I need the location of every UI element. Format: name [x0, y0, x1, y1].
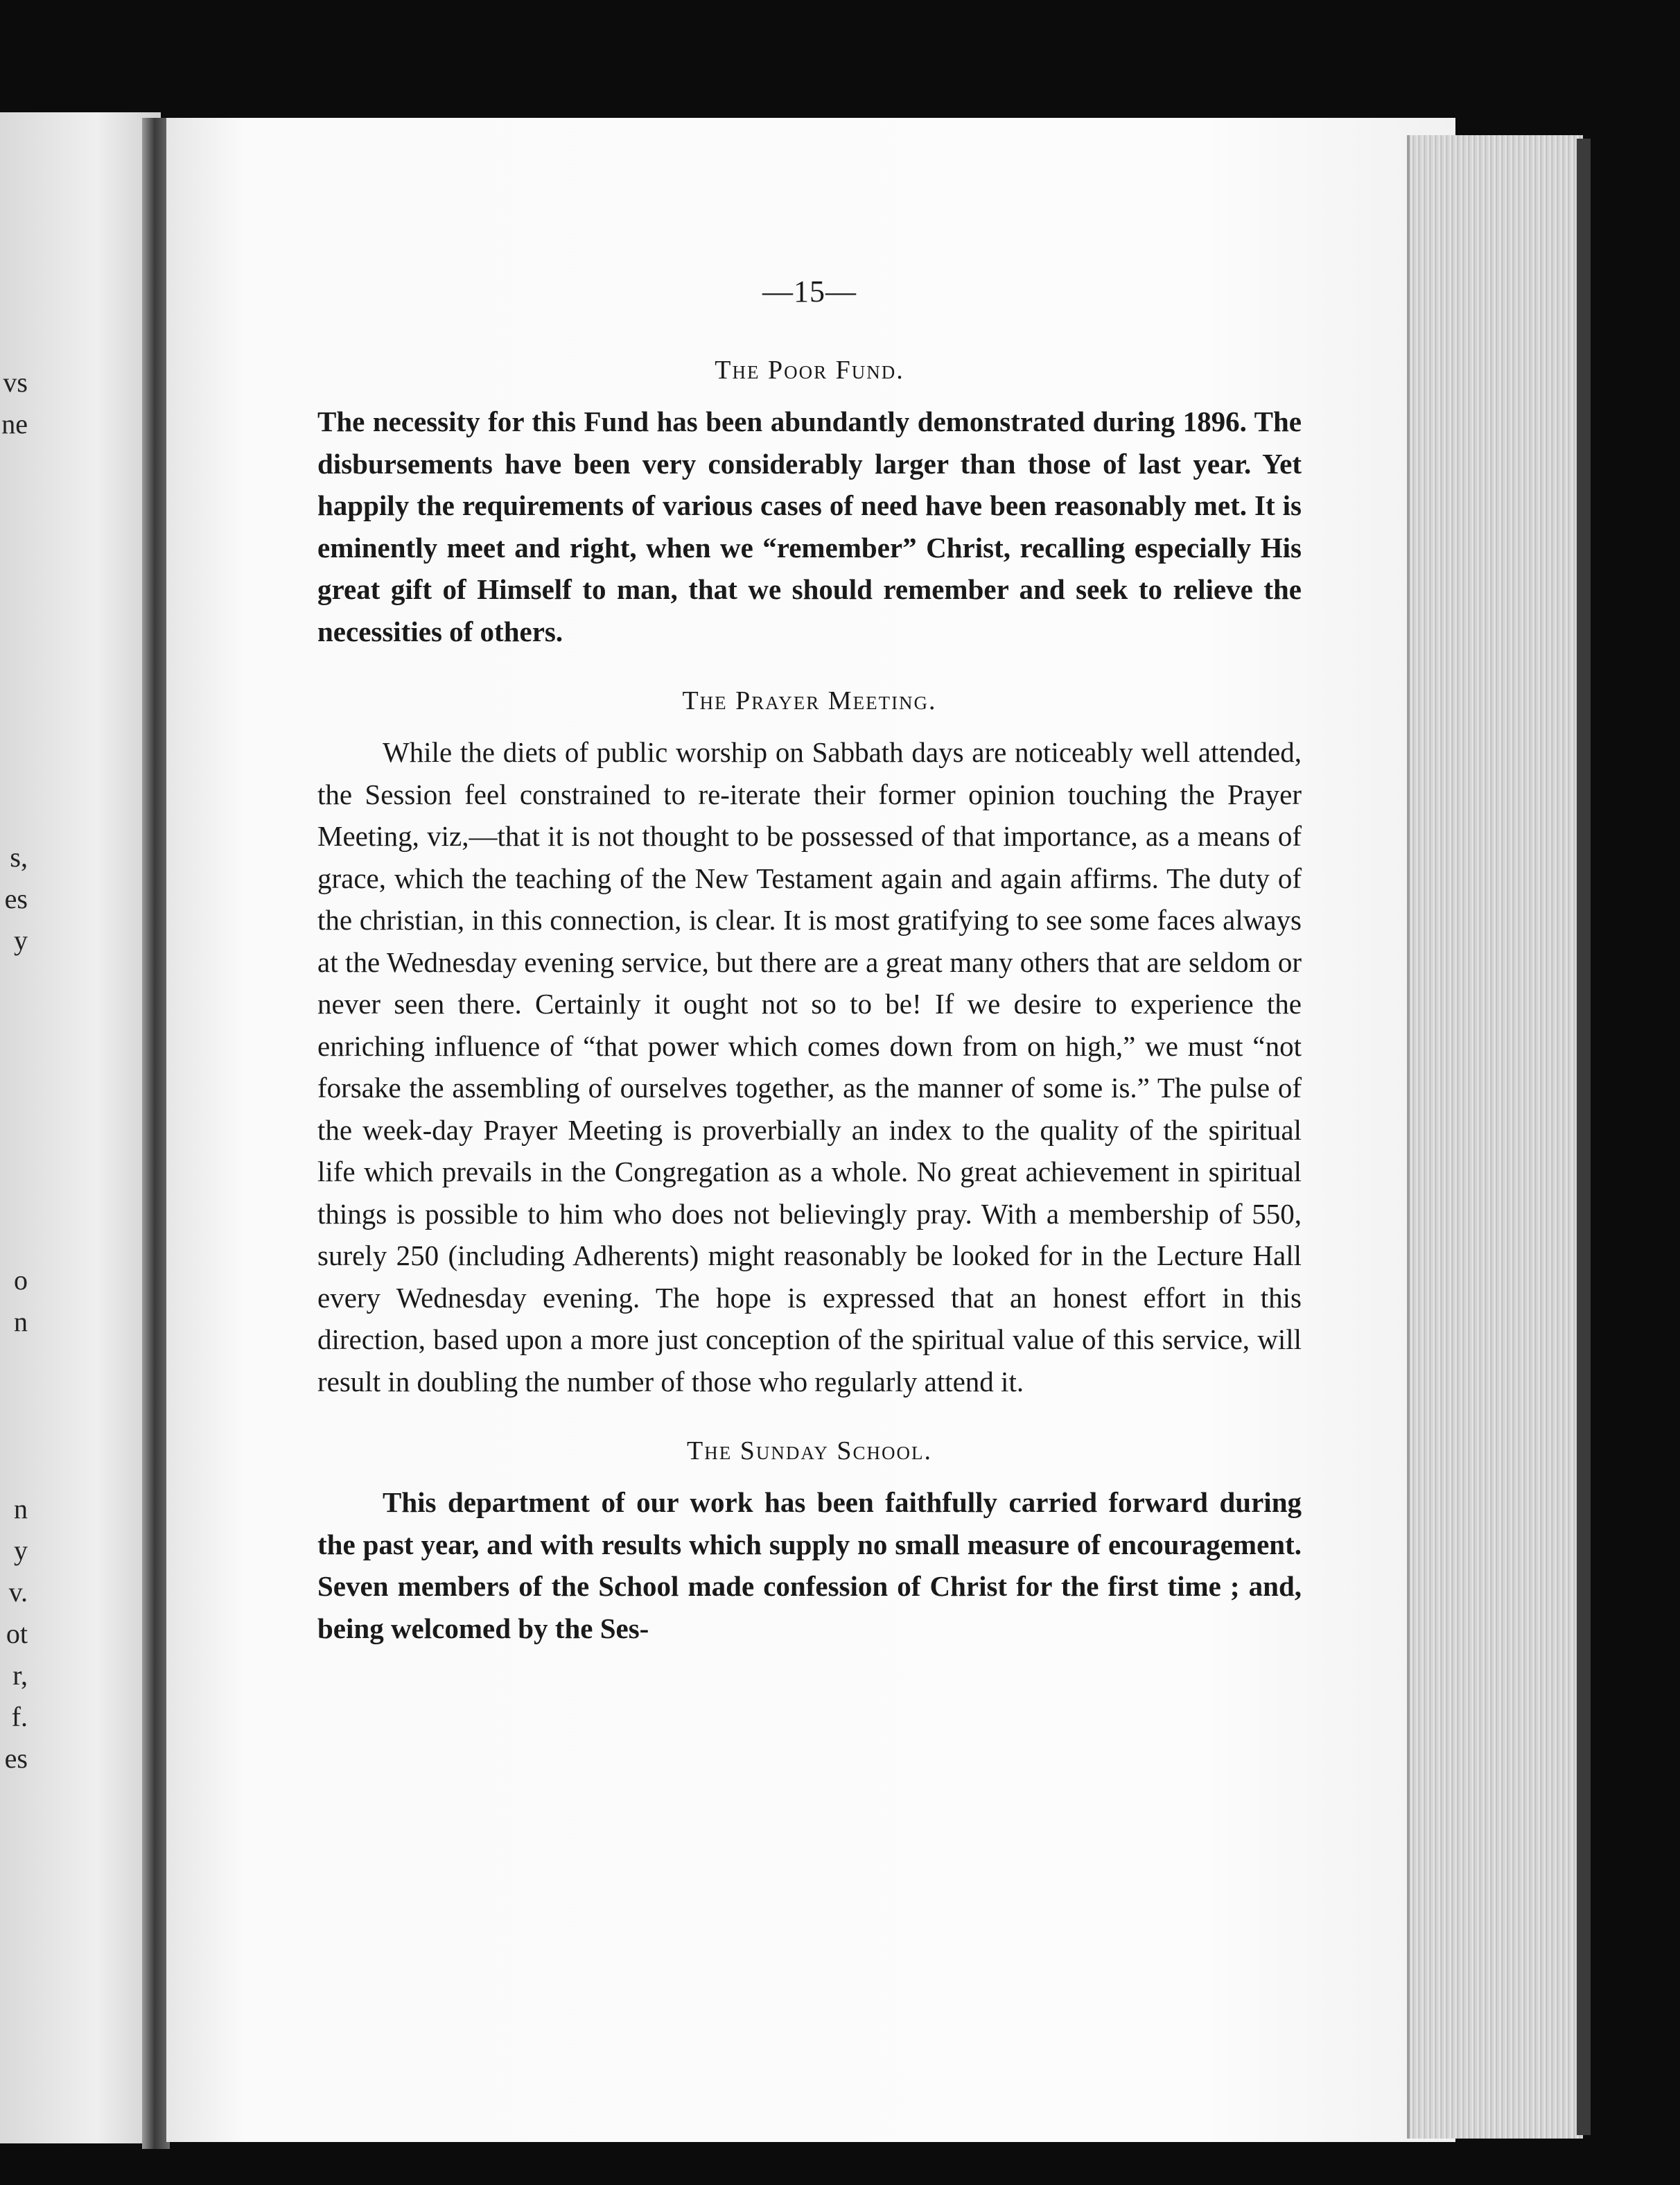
left-page-text-fragments [0, 112, 161, 2143]
left-fragment: r, [12, 1660, 28, 1691]
left-fragment: v. [8, 1576, 28, 1608]
left-fragment: n [14, 1493, 28, 1524]
left-fragment: y [14, 925, 28, 956]
left-fragment: f. [11, 1701, 28, 1732]
left-fragment: y [14, 1535, 28, 1566]
book-gutter [142, 118, 170, 2149]
left-fragment: s, [10, 842, 28, 873]
left-fragment: vs [3, 367, 28, 398]
left-fragment: es [4, 883, 28, 914]
left-fragment: es [4, 1743, 28, 1774]
page-edges [1407, 135, 1583, 2139]
left-fragment: o [14, 1264, 28, 1296]
left-page [0, 112, 161, 2143]
left-fragment: ot [6, 1618, 28, 1649]
left-fragment: ne [1, 408, 28, 439]
section-heading-prayer-meeting: The Prayer Meeting. [682, 686, 937, 715]
section-paragraph: The necessity for this Fund has been abundantly demonstrated during 1896. The disbursements have been very considerably larger than those of last year. Yet happily the requirements of various cases of need have been reasonably met. It is eminently meet and right, when we “remember” Christ, recalling especially His great gift of Himself to man, that we should remember and seek to relieve the necessities of others. [317, 406, 1302, 647]
section-heading-sunday-school: The Sunday School. [687, 1436, 932, 1465]
left-fragment: n [14, 1306, 28, 1337]
page-edge-shadow [1577, 139, 1591, 2135]
page-number: —15— [762, 275, 857, 308]
page-text [317, 274, 1302, 1682]
section-paragraph: This department of our work has been faithfully carried forward during the past year, and with results which supply no small measure of encouragement. Seven members of the School made confession of Christ for the first time ; and, being welcomed by the Ses- [317, 1486, 1302, 1644]
section-paragraph: While the diets of public worship on Sabbath days are noticeably well attended, the Session feel constrained to re-iterate their former opinion touching the Prayer Meeting, viz,—that it is not thought to be possessed of that importance, as a means of grace, which the teaching of the New Testament again and again affirms. The duty of the christian, in this connection, is clear. It is most gratifying to see some faces always at the Wednesday evening service, but there are a great many others that are seldom or never seen there. Certainly it ought not so to be! If we desire to experience the enriching influence of “that power which comes down from on high,” we must “not forsake the assembling of ourselves together, as the manner of some is.” The pulse of the week-day Prayer Meeting is proverbially an index to the quality of the spiritual life which prevails in the Congregation as a whole. No great achievement in spiritual things is possible to him who does not believingly pray. With a membership of 550, surely 250 (including Adherents) might reasonably be looked for in the Lecture Hall every Wednesday evening. The hope is expressed that an honest effort in this direction, based upon a more just conception of the spiritual value of this service, will result in doubling the number of those who regularly attend it. [317, 736, 1302, 1398]
section-heading-poor-fund: The Poor Fund. [715, 356, 904, 385]
